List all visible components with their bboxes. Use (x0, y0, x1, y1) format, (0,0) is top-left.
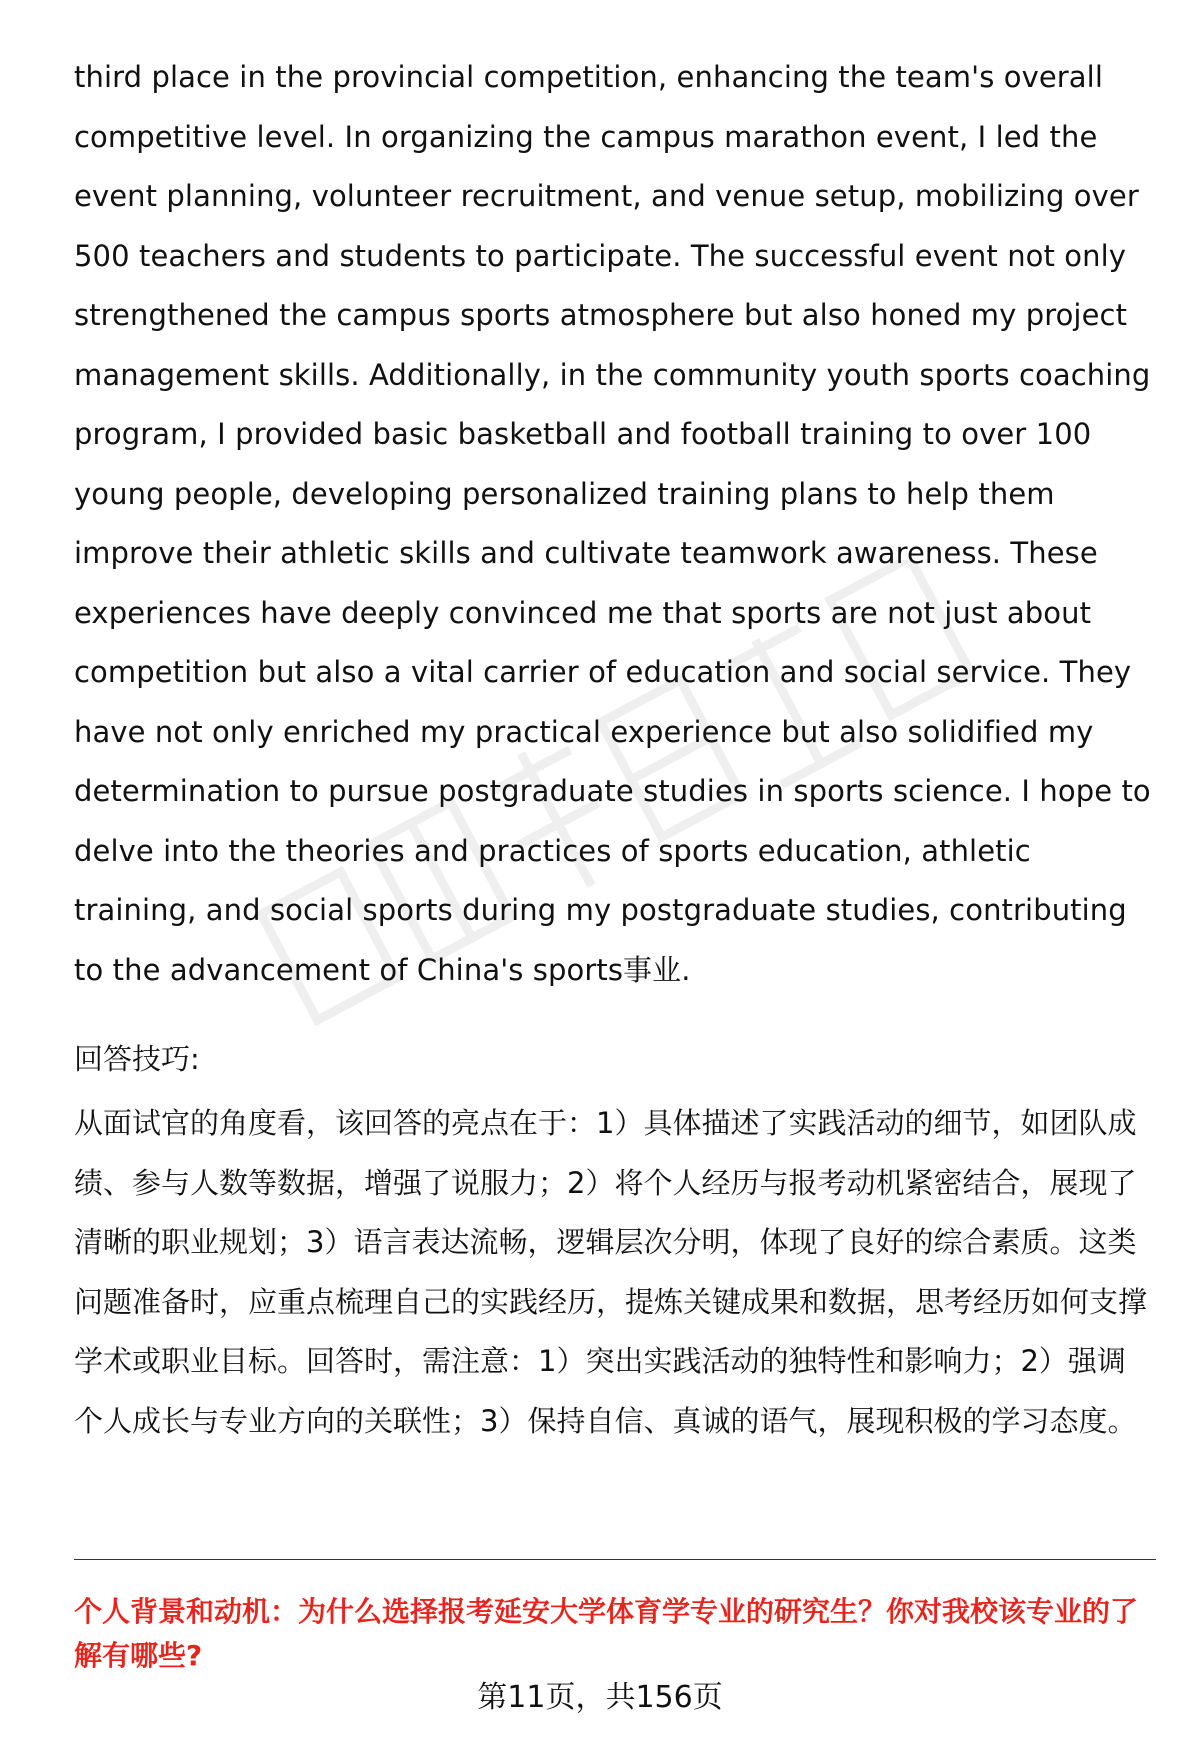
section-divider (74, 1559, 1156, 1560)
answer-paragraph: third place in the provincial competition, enhancing the team's overall competitive level. In organizing the campus marathon event, I led the event planning, volunteer recruitment, and venue setup, mobilizing over 500 teachers and students to participate. The successful event not only strengthened the campus sports atmosphere but also honed my project management skills. Additionally, in the community youth sports coaching program, I provided basic basketball and football training to over 100 young people, developing personalized training plans to help them improve their athletic skills and cultivate teamwork awareness. These experiences have deeply convinced me that sports are not just about competition but also a vital carrier of education and social service. They have not only enriched my practical experience but also solidified my determination to pursue postgraduate studies in sports science. I hope to delve into the theories and practices of sports education, athletic training, and social sports during my postgraduate studies, contributing to the advancement of China's sports事业. (74, 60, 1151, 987)
next-question-heading: 个人背景和动机：为什么选择报考延安大学体育学专业的研究生？你对我校该专业的了解有哪些? (74, 1595, 1139, 1672)
tips-heading: 回答技巧: (74, 1042, 200, 1076)
page-number: 第11页，共156页 (477, 1680, 723, 1715)
tips-paragraph: 从面试官的角度看，该回答的亮点在于：1）具体描述了实践活动的细节，如团队成绩、参与人数等数据，增强了说服力；2）将个人经历与报考动机紧密结合，展现了清晰的职业规划；3）语言表达流畅，逻辑层次分明，体现了良好的综合素质。这类问题准备时，应重点梳理自己的实践经历，提炼关键成果和数据，思考经历如何支撑学术或职业目标。回答时，需注意：1）突出实践活动的独特性和影响力；2）强调个人成长与专业方向的关联性；3）保持自信、真诚的语气，展现积极的学习态度。 (74, 1106, 1148, 1438)
